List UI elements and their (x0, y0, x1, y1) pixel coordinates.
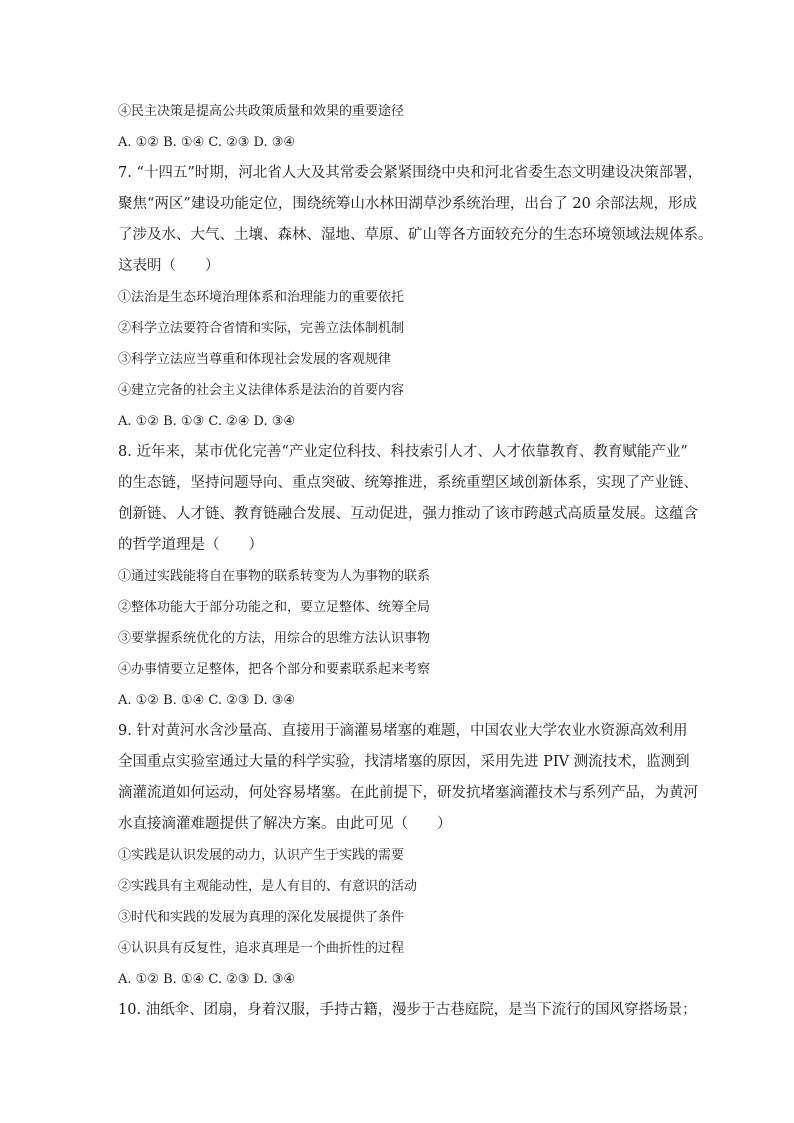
exam-page (118, 96, 713, 1026)
q8-option-4: ④办事情要立足整体，把各个部分和要素联系起来考察 (118, 662, 431, 677)
q6-option-4: ④民主决策是提高公共政策质量和效果的重要途径 (118, 104, 405, 119)
q7-option-4: ④建立完备的社会主义法律体系是法治的首要内容 (118, 383, 405, 398)
q8-stem-line: 的生态链，坚持问题导向、重点突破、统筹推进，系统重塑区域创新体系，实现了产业链、 (118, 475, 698, 491)
q9-answer-choices: A. ①② B. ①④ C. ②③ D. ③④ (118, 972, 296, 987)
q7-option-1: ①法治是生态环境治理体系和治理能力的重要依托 (118, 290, 405, 305)
q9-option-1: ①实践是认识发展的动力，认识产生于实践的需要 (118, 848, 405, 863)
q9-stem-line: 滴灌流道如何运动，何处容易堵塞。在此前提下，研发抗堵塞滴灌技术与系列产品，为黄河 (118, 785, 698, 801)
q7-stem-line: 7. “十四五”时期，河北省人大及其常委会紧紧围绕中央和河北省委生态文明建设决策部署， (118, 165, 703, 181)
q9-option-3: ③时代和实践的发展为真理的深化发展提供了条件 (118, 910, 405, 925)
q8-stem-line: 创新链、人才链、教育链融合发展、互动促进，强力推动了该市跨越式高质量发展。这蕴含 (118, 506, 698, 522)
question-7 (118, 158, 713, 437)
q7-stem-line: 了涉及水、大气、土壤、森林、湿地、草原、矿山等各方面较充分的生态环境领域法规体系。 (118, 227, 713, 243)
question-9 (118, 716, 698, 995)
q8-answer-choices: A. ①② B. ①④ C. ②③ D. ③④ (118, 693, 296, 708)
q7-stem-line: 聚焦“两区”建设功能定位，围绕统筹山水林田湖草沙系统治理，出台了 20 余部法规，形成 (118, 196, 697, 212)
q8-option-2: ②整体功能大于部分功能之和，要立足整体、统筹全局 (118, 600, 431, 615)
q10-stem-line: 10. 油纸伞、团扇，身着汉服，手持古籍，漫步于古巷庭院，是当下流行的国风穿搭场景； (118, 1002, 697, 1018)
q8-option-3: ③要掌握系统优化的方法，用综合的思维方法认识事物 (118, 631, 431, 646)
q7-stem-line: 这表明（ ） (118, 258, 220, 274)
q9-stem-line: 9. 针对黄河水含沙量高、直接用于滴灌易堵塞的难题，中国农业大学农业水资源高效利用 (118, 723, 688, 739)
q9-option-4: ④认识具有反复性，追求真理是一个曲折性的过程 (118, 941, 405, 956)
q9-stem-line: 水直接滴灌难题提供了解决方案。由此可见（ ） (118, 816, 452, 832)
q9-stem-line: 全国重点实验室通过大量的科学实验，找清堵塞的原因，采用先进 PIV 测流技术，监测到 (118, 754, 690, 770)
q8-stem-line: 的哲学道理是（ ） (118, 537, 263, 553)
q7-answer-choices: A. ①② B. ①③ C. ②④ D. ③④ (118, 414, 296, 429)
q6-answer-choices: A. ①② B. ①④ C. ②③ D. ③④ (118, 135, 296, 150)
q9-option-2: ②实践具有主观能动性，是人有目的、有意识的活动 (118, 879, 418, 894)
q7-option-3: ③科学立法应当尊重和体现社会发展的客观规律 (118, 352, 392, 367)
q8-stem-line: 8. 近年来，某市优化完善“产业定位科技、科技索引人才、人才依靠教育、教育赋能产业” (118, 444, 688, 460)
question-8 (118, 437, 698, 716)
question-10 (118, 995, 697, 1026)
q7-option-2: ②科学立法要符合省情和实际，完善立法体制机制 (118, 321, 405, 336)
q8-option-1: ①通过实践能将自在事物的联系转变为人为事物的联系 (118, 569, 431, 584)
